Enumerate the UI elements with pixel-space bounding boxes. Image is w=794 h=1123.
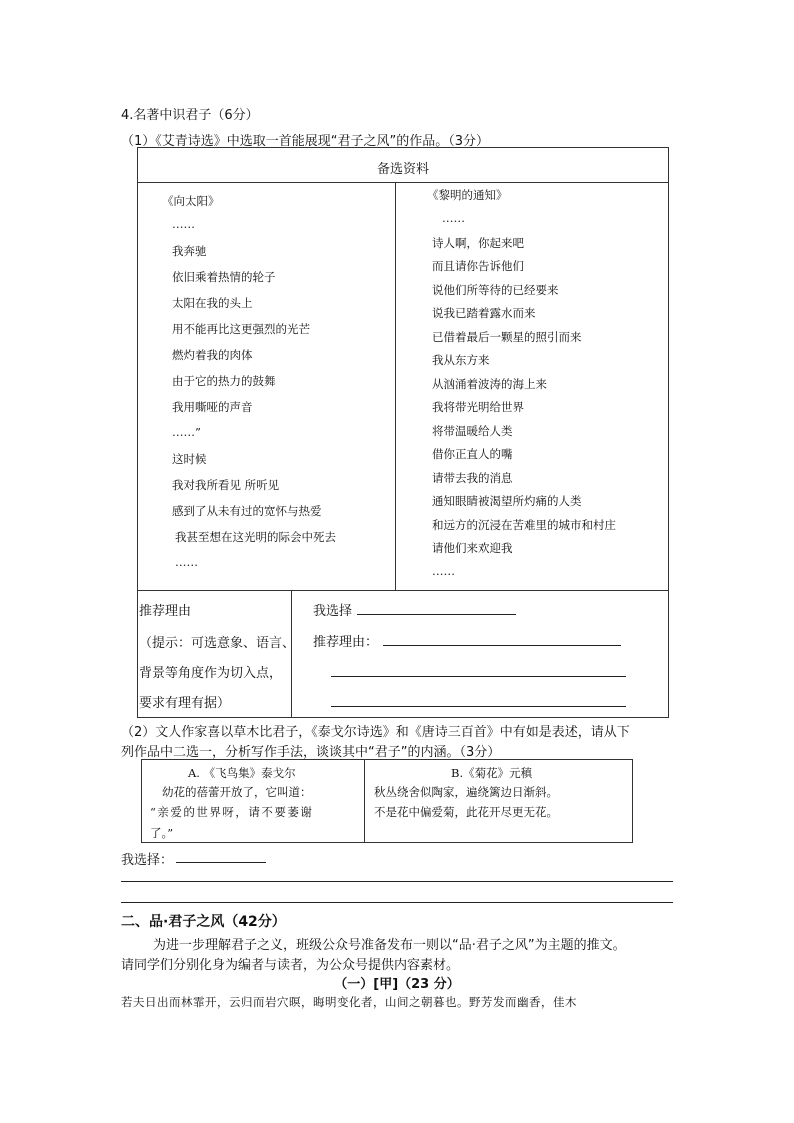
section-2-title: 二、品·君子之风（42分） <box>121 914 286 930</box>
option-b-line: 秋丛绕舍似陶家，遍绕篱边日渐斜。 <box>374 785 558 799</box>
poem-line: 太阳在我的头上 <box>172 296 253 310</box>
reason-hint-line: （提示：可选意象、语言、 <box>139 636 296 651</box>
reason-field-label: 推荐理由： <box>313 635 379 650</box>
poem-line: 感到了从未有过的宽怀与热爱 <box>172 504 322 518</box>
poem-line: …… <box>172 217 195 231</box>
option-b-line: 不是花中偏爱菊，此花开尽更无花。 <box>374 805 558 819</box>
poem-left-title: 《向太阳》 <box>162 194 220 208</box>
reason-answer-line[interactable] <box>383 645 621 646</box>
section-2-intro-line: 请同学们分别化身为编者与读者，为公众号提供内容素材。 <box>121 958 460 973</box>
poem-line: 我从东方来 <box>432 353 490 367</box>
option-a-line: 幼花的蓓蕾开放了，它叫道： <box>162 785 312 799</box>
poem-line: …… <box>442 211 465 225</box>
question-4-part-1: （1）《艾青诗选》中选取一首能展现“君子之风”的作品。（3分） <box>121 134 490 149</box>
poem-line: 我奔驰 <box>172 244 207 258</box>
poem-line: 和远方的沉浸在苦难里的城市和村庄 <box>432 518 616 532</box>
poem-line: 已借着最后一颗星的照引而来 <box>432 330 582 344</box>
poems-divider <box>395 182 396 590</box>
reason-answer-line[interactable] <box>331 706 626 707</box>
poem-line: 用不能再比这更强烈的光芒 <box>172 322 310 336</box>
poem-line: 通知眼睛被渴望所灼痛的人类 <box>432 494 582 508</box>
poem-line: 我甚至想在这光明的际会中死去 <box>175 530 336 544</box>
option-b-title: B.《菊花》元稹 <box>451 766 533 780</box>
poem-line: 依旧乘着热情的轮子 <box>172 270 276 284</box>
table-header: 备选资料 <box>376 162 429 177</box>
poem-line: 燃灼着我的肉体 <box>172 348 253 362</box>
poem-line: 我对我所看见 所听见 <box>172 478 280 492</box>
poem-line: 从汹涌着波涛的海上来 <box>432 377 547 391</box>
poem-line: 请带去我的消息 <box>432 471 513 485</box>
poem-line: 而且请你告诉他们 <box>432 259 524 273</box>
reason-hint-line: 背景等角度作为切入点， <box>139 666 283 681</box>
question-4-title: 4.名著中识君子（6分） <box>121 108 259 123</box>
poem-line: ……” <box>172 425 201 439</box>
section-2-intro-line: 为进一步理解君子之义，班级公众号准备发布一则以“品·君子之风”为主题的推文。 <box>153 938 626 953</box>
reason-answer-line[interactable] <box>331 676 626 677</box>
poem-line: 借你正直人的嘴 <box>432 447 513 461</box>
option-a-line: 了。” <box>150 826 174 840</box>
part-1-title: （一）[甲]（23 分） <box>334 977 460 992</box>
poem-line: 我将带光明给世界 <box>432 400 524 414</box>
reason-hint-line: 要求有理有据） <box>139 696 231 711</box>
poem-line: 这时候 <box>172 452 207 466</box>
options-divider <box>364 759 365 843</box>
reason-column-divider <box>291 590 292 718</box>
header-divider <box>137 182 669 183</box>
poem-line: 诗人啊，你起来吧 <box>432 236 524 250</box>
poem-line: 我用嘶哑的声音 <box>172 400 253 414</box>
reason-divider <box>137 590 669 591</box>
question-4-part-2-line: 列作品中二选一，分析写作手法，谈谈其中“君子”的内涵。（3分） <box>121 745 501 760</box>
poem-line: 由于它的热力的鼓舞 <box>172 374 276 388</box>
poem-line: 请他们来欢迎我 <box>432 541 513 555</box>
my-choice-label: 我选择： <box>121 853 174 868</box>
poem-line: 说他们所等待的已经要来 <box>432 283 559 297</box>
option-a-title: A. 《飞鸟集》泰戈尔 <box>188 766 296 780</box>
my-choice-answer-line[interactable] <box>176 862 266 863</box>
classical-text-line: 若夫日出而林霏开，云归而岩穴暝，晦明变化者，山间之朝暮也。野芳发而幽香，佳木 <box>121 995 577 1009</box>
reason-label: 推荐理由 <box>139 604 192 619</box>
poem-right-title: 《黎明的通知》 <box>427 188 508 202</box>
choose-label: 我选择 <box>313 604 353 619</box>
analysis-answer-line[interactable] <box>121 902 673 903</box>
option-a-line: “亲爱的世界呀，请不要萎谢 <box>150 805 314 819</box>
choose-answer-line[interactable] <box>357 614 516 615</box>
question-4-part-2-line: （2）文人作家喜以草木比君子，《泰戈尔诗选》和《唐诗三百首》中有如是表述，请从下 <box>121 725 630 740</box>
poem-line: …… <box>175 555 198 569</box>
poem-line: 将带温暖给人类 <box>432 424 513 438</box>
poem-line: 说我已踏着露水而来 <box>432 306 536 320</box>
analysis-answer-line[interactable] <box>121 881 673 882</box>
poem-line: …… <box>432 564 455 578</box>
